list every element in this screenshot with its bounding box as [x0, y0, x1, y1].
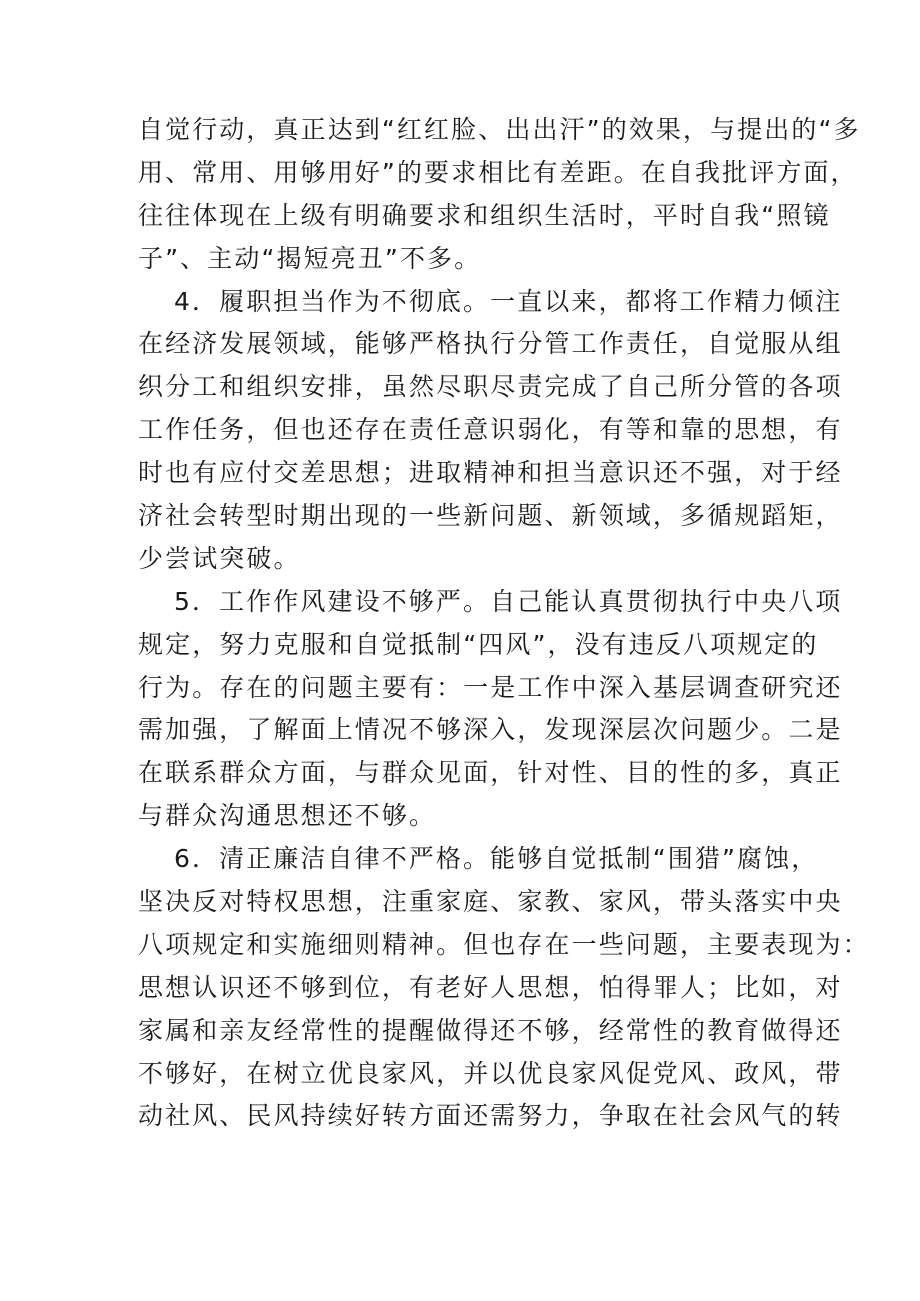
text-line: 5．工作作风建设不够严。自己能认真贯彻执行中央八项 — [174, 586, 843, 616]
text-line: 少尝试突破。 — [138, 543, 301, 573]
text-line: 用、常用、用够用好”的要求相比有差距。在自我批评方面， — [138, 157, 858, 187]
text-line: 八项规定和实施细则精神。但也存在一些问题，主要表现为： — [138, 929, 870, 959]
text-line: 思想认识还不够到位，有老好人思想，怕得罪人；比如，对 — [138, 972, 843, 1002]
text-line: 坚决反对特权思想，注重家庭、家教、家风，带头落实中央 — [138, 887, 843, 917]
text-line: 6．清正廉洁自律不严格。能够自觉抵制“围猎”腐蚀， — [174, 844, 819, 874]
text-line: 子”、主动“揭短亮丑”不多。 — [138, 243, 482, 273]
text-line: 家属和亲友经常性的提醒做得还不够，经常性的教育做得还 — [138, 1015, 843, 1045]
text-line: 不够好，在树立优良家风，并以优良家风促党风、政风，带 — [138, 1058, 843, 1088]
text-line: 往往体现在上级有明确要求和组织生活时，平时自我“照镜 — [138, 200, 831, 230]
text-line: 与群众沟通思想还不够。 — [138, 801, 437, 831]
text-line: 规定，努力克服和自觉抵制“四风”，没有违反八项规定的 — [138, 629, 819, 659]
text-line: 需加强，了解面上情况不够深入，发现深层次问题少。二是 — [138, 715, 843, 745]
text-line: 织分工和组织安排，虽然尽职尽责完成了自己所分管的各项 — [138, 372, 843, 402]
paragraph-item-6 — [138, 838, 870, 1138]
text-line: 4．履职担当作为不彻底。一直以来，都将工作精力倾注 — [174, 286, 843, 316]
text-line: 行为。存在的问题主要有：一是工作中深入基层调查研究还 — [138, 672, 843, 702]
text-line: 在联系群众方面，与群众见面，针对性、目的性的多，真正 — [138, 758, 843, 788]
paragraph-item-5 — [138, 581, 843, 838]
document-body — [138, 109, 870, 1138]
text-line: 济社会转型时期出现的一些新问题、新领域，多循规蹈矩， — [138, 501, 843, 531]
text-line: 自觉行动，真正达到“红红脸、出出汗”的效果，与提出的“多 — [138, 115, 861, 144]
text-line: 动社风、民风持续好转方面还需努力，争取在社会风气的转 — [138, 1101, 843, 1131]
text-line: 在经济发展领域，能够严格执行分管工作责任，自觉服从组 — [138, 329, 843, 359]
text-line: 工作任务，但也还存在责任意识弱化，有等和靠的思想，有 — [138, 415, 843, 445]
paragraph-self-criticism-continued — [138, 109, 861, 281]
paragraph-item-4 — [138, 281, 843, 581]
text-line: 时也有应付交差思想；进取精神和担当意识还不强，对于经 — [138, 458, 843, 488]
